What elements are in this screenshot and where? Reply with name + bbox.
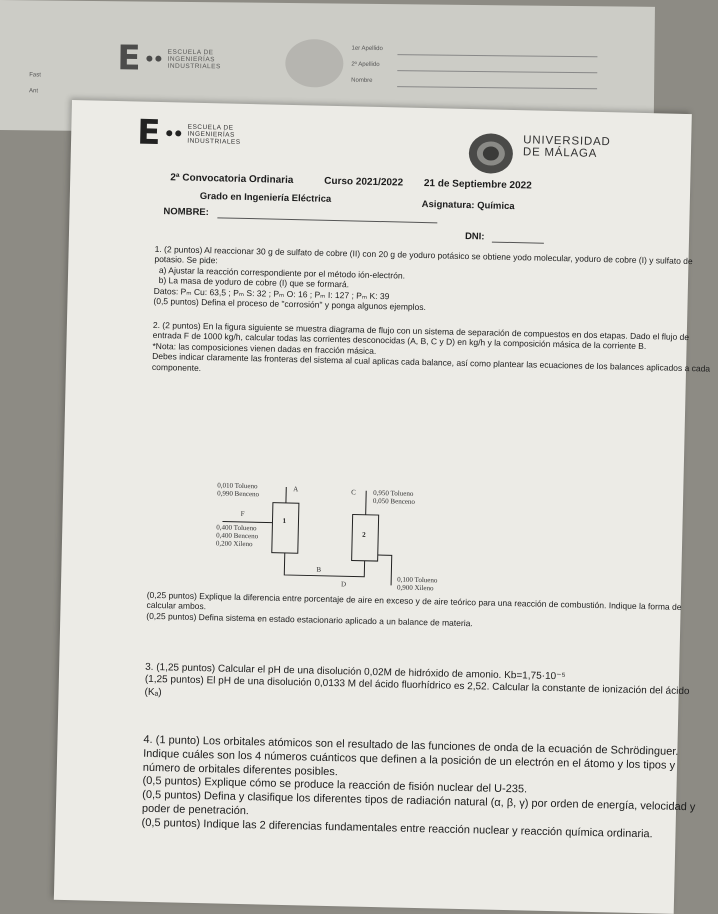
question-1: 1. (2 puntos) Al reaccionar 30 g de sulfato de cobre (II) con 20 g de yoduro potásico se obtiene yodo molecular, yoduro de cobre (I) y sulfato de potasio. Se pide: a) Ajustar la reacción correspondiente por el método ión-electrón. b) La masa de yoduro de cobre (I) que se formará. Datos: Pₘ Cu: 63,5 ; Pₘ S: 32 ; Pₘ O: 16 ; Pₘ I: 127 ; Pₘ K: 39 (0,5 puntos) Defina el proceso de "corrosión" y ponga algunos ejemplos. bbox=[153, 244, 714, 319]
stream-f-comp-2: 0,400 Benceno bbox=[216, 531, 259, 540]
stream-d-line bbox=[377, 555, 392, 585]
back-mark-1: Fast bbox=[29, 72, 41, 78]
dni-line bbox=[492, 242, 544, 244]
back-logo-letter: E bbox=[117, 43, 141, 73]
stream-d-comp-1: 0,100 Tolueno bbox=[397, 576, 438, 585]
stream-a-comp-2: 0,990 Benceno bbox=[217, 489, 260, 498]
front-exam-sheet bbox=[54, 100, 692, 914]
back-field-nombre: Nombre bbox=[351, 78, 372, 84]
logo-letter: E bbox=[137, 117, 161, 148]
stream-a-comp-1: 0,010 Tolueno bbox=[217, 481, 258, 490]
stream-f-line bbox=[222, 522, 272, 523]
back-field-apellido2: 2º Apellido bbox=[351, 62, 379, 68]
question-3: 3. (1,25 puntos) Calcular el pH de una disolución 0,02M de hidróxido de amonio. Kb=1,75·10⁻⁵ (1,25 puntos) El pH de una disolución 0,0133 M del ácido fluorhídrico es 2,52. Calcular la constante de ionización del ácido (Kₐ) bbox=[144, 662, 705, 712]
stream-c-line bbox=[366, 491, 367, 515]
name-line bbox=[217, 217, 437, 223]
back-seal bbox=[285, 39, 343, 88]
stream-f-comp-1: 0,400 Tolueno bbox=[216, 523, 257, 532]
exam-course: Curso 2021/2022 bbox=[324, 176, 403, 189]
stream-c-label: C bbox=[351, 488, 356, 496]
question-4: 4. (1 punto) Los orbitales atómicos son el resultado de las funciones de onda de la ecuación de Schrödinguer. Indique cuáles son los 4 números cuánticos que definen a la posición de un electrón en el átomo y los tipos y número de orbitales diferentes posibles. (0,5 puntos) Explique cómo se produce la reacción de fisión nuclear del U-235. (0,5 puntos) Defina y clasifique los diferentes tipos de radiación natural (α, β, γ) por orden de energía, velocidad y poder de penetración. (0,5 puntos) Indique las 2 diferencias fundamentales entre reacción nuclear y reacción química ordinaria. bbox=[141, 734, 703, 843]
name-label: NOMBRE: bbox=[163, 206, 209, 218]
degree-name: Grado en Ingeniería Eléctrica bbox=[200, 191, 332, 205]
stream-d-label: D bbox=[341, 580, 346, 588]
flow-diagram bbox=[211, 481, 473, 597]
back-field-apellido1: 1er Apellido bbox=[351, 46, 382, 52]
stream-c-comp-2: 0,050 Benceno bbox=[373, 497, 416, 506]
stream-d-comp-2: 0,900 Xileno bbox=[397, 584, 434, 593]
subject-name: Asignatura: Química bbox=[422, 199, 515, 212]
school-name: ESCUELA DE INGENIERÍAS INDUSTRIALES bbox=[187, 123, 249, 145]
exam-title: 2ª Convocatoria Ordinaria bbox=[170, 172, 293, 186]
stream-b-line bbox=[284, 553, 364, 577]
back-school-name: ESCUELA DE INGENIERÍAS INDUSTRIALES bbox=[168, 48, 228, 70]
stream-f-label: F bbox=[241, 510, 245, 518]
stream-c-comp-1: 0,950 Tolueno bbox=[373, 489, 414, 498]
back-school-logo bbox=[117, 43, 228, 74]
question-2: 2. (2 puntos) En la figura siguiente se muestra diagrama de flujo con un sistema de separación de compuestos en dos etapas. Dado el flujo de entrada F de 1000 kg/h, calcular todas las corrientes desconocidas (A, B, C y D) en kg/h y la composición másica de la corriente B. *Nota: las composiciones vienen dadas en fracción másica. Debes indicar claramente las fronteras del sistema al cual aplicas cada balance, así como plantear las ecuaciones de los balances aplicados a cada componente. bbox=[152, 320, 713, 385]
back-mark-2: Ant bbox=[29, 88, 38, 94]
unit-2-label: 2 bbox=[362, 531, 366, 539]
stream-a-label: A bbox=[293, 485, 298, 493]
stream-b-label: B bbox=[316, 566, 321, 574]
exam-date: 21 de Septiembre 2022 bbox=[424, 178, 532, 191]
school-logo bbox=[137, 117, 250, 150]
university-seal-icon bbox=[466, 131, 515, 176]
unit-1-box bbox=[272, 503, 299, 554]
dni-label: DNI: bbox=[465, 231, 485, 242]
university-name: UNIVERSIDAD DE MÁLAGA bbox=[523, 134, 611, 160]
unit-1-label: 1 bbox=[282, 517, 286, 525]
question-2-extra: (0,25 puntos) Explique la diferencia entre porcentaje de aire en exceso y de aire teórico para una reacción de combustión. Indique la forma de calcular ambos. (0,25 puntos) Defina sistema en estado estacionario aplicado a un balance de materia. bbox=[146, 590, 707, 634]
stream-f-comp-3: 0,200 Xileno bbox=[216, 539, 253, 548]
